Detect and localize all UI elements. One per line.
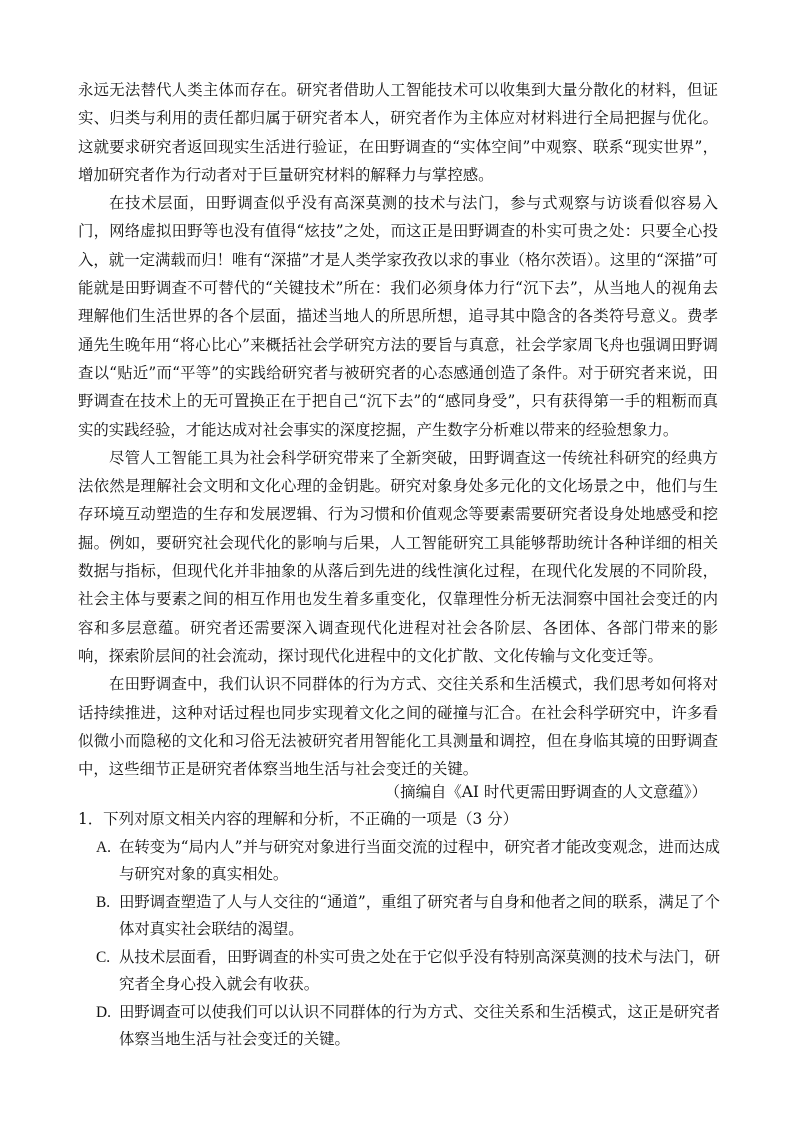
option-d[interactable] [78,999,720,1054]
passage-paragraph: 尽管人工智能工具为社会科学研究带来了全新突破，田野调查这一传统社科研究的经典方法依然是理解社会文明和文化心理的金钥匙。研究对象身处多元化的文化场景之中，他们与生存环境互动塑造的生存和发展逻辑、行为习惯和价值观念等要素需要研究者设身处地感受和挖掘。例如，要研究社会现代化的影响与后果，人工智能研究工具能够帮助统计各种详细的相关数据与指标，但现代化并非抽象的从落后到先进的线性演化过程，在现代化发展的不同阶段，社会主体与要素之间的相互作用也发生着多重变化，仅靠理性分析无法洞察中国社会变迁的内容和多层意蕴。研究者还需要深入调查现代化进程对社会各阶层、各团体、各部门带来的影响，探索阶层间的社会流动，探讨现代化进程中的文化扩散、文化传输与文化变迁等。 [78,448,718,665]
passage-paragraph: 永远无法替代人类主体而存在。研究者借助人工智能技术可以收集到大量分散化的材料，但证实、归类与利用的责任都归属于研究者本人，研究者作为主体应对材料进行全局把握与优化。这就要求研究者返回现实生活进行验证，在田野调查的“实体空间”中观察、联系“现实世界”，增加研究者作为行动者对于巨量研究材料的解释力与掌控感。 [78,81,718,184]
option-letter: C. [96,948,111,966]
reading-passage [78,76,718,783]
option-text: 在转变为“局内人”并与研究对象进行当面交流的过程中，研究者才能改变观念，进而达成与研究对象的真实相处。 [119,837,720,883]
passage-paragraph: 在田野调查中，我们认识不同群体的行为方式、交往关系和生活模式，我们思考如何将对话持续推进，这种对话过程也同步实现着文化之间的碰撞与汇合。在社会科学研究中，许多看似微小而隐秘的文化和习俗无法被研究者用智能化工具测量和调控，但在身临其境的田野调查中，这些细节正是研究者体察当地生活与社会变迁的关键。 [78,675,718,779]
option-text: 从技术层面看，田野调查的朴实可贵之处在于它似乎没有特别高深莫测的技术与法门，研究者全身心投入就会有收获。 [119,947,720,993]
option-letter: D. [96,1003,111,1021]
passage-paragraph: 在技术层面，田野调查似乎没有高深莫测的技术与法门，参与式观察与访谈看似容易入门，网络虚拟田野等也没有值得“炫技”之处，而这正是田野调查的朴实可贵之处：只要全心投入，就一定满载而归！唯有“深描”才是人类学家孜孜以求的事业（格尔茨语）。这里的“深描”可能就是田野调查不可替代的“关键技术”所在：我们必须身体力行“沉下去”，从当地人的视角去理解他们生活世界的各个层面，描述当地人的所思所想，追寻其中隐含的各类符号意义。费孝通先生晚年用“将心比心”来概括社会学研究方法的要旨与真意，社会学家周飞舟也强调田野调查以“贴近”而“平等”的实践给研究者与被研究者的心态感通创造了条件。对于研究者来说，田野调查在技术上的无可置换正在于把自己“沉下去”的“感同身受”，只有获得第一手的粗粝而真实的实践经验，才能达成对社会事实的深度挖掘，产生数字分析难以带来的经验想象力。 [78,194,718,439]
question-1 [78,806,720,1054]
option-c[interactable] [78,944,720,999]
source-citation: （摘编自《AI 时代更需田野调查的人文意蕴》） [384,783,707,801]
option-a[interactable] [78,834,720,889]
option-letter: A. [96,838,111,856]
question-stem: 1．下列对原文相关内容的理解和分析，不正确的一项是（3 分） [78,810,519,828]
option-text: 田野调查塑造了人与人交往的“通道”，重组了研究者与自身和他者之间的联系，满足了个体对真实社会联结的渴望。 [119,892,720,938]
option-text: 田野调查可以使我们可以认识不同群体的行为方式、交往关系和生活模式，这正是研究者体察当地生活与社会变迁的关键。 [119,1002,720,1048]
option-letter: B. [96,893,111,911]
option-b[interactable] [78,889,720,944]
